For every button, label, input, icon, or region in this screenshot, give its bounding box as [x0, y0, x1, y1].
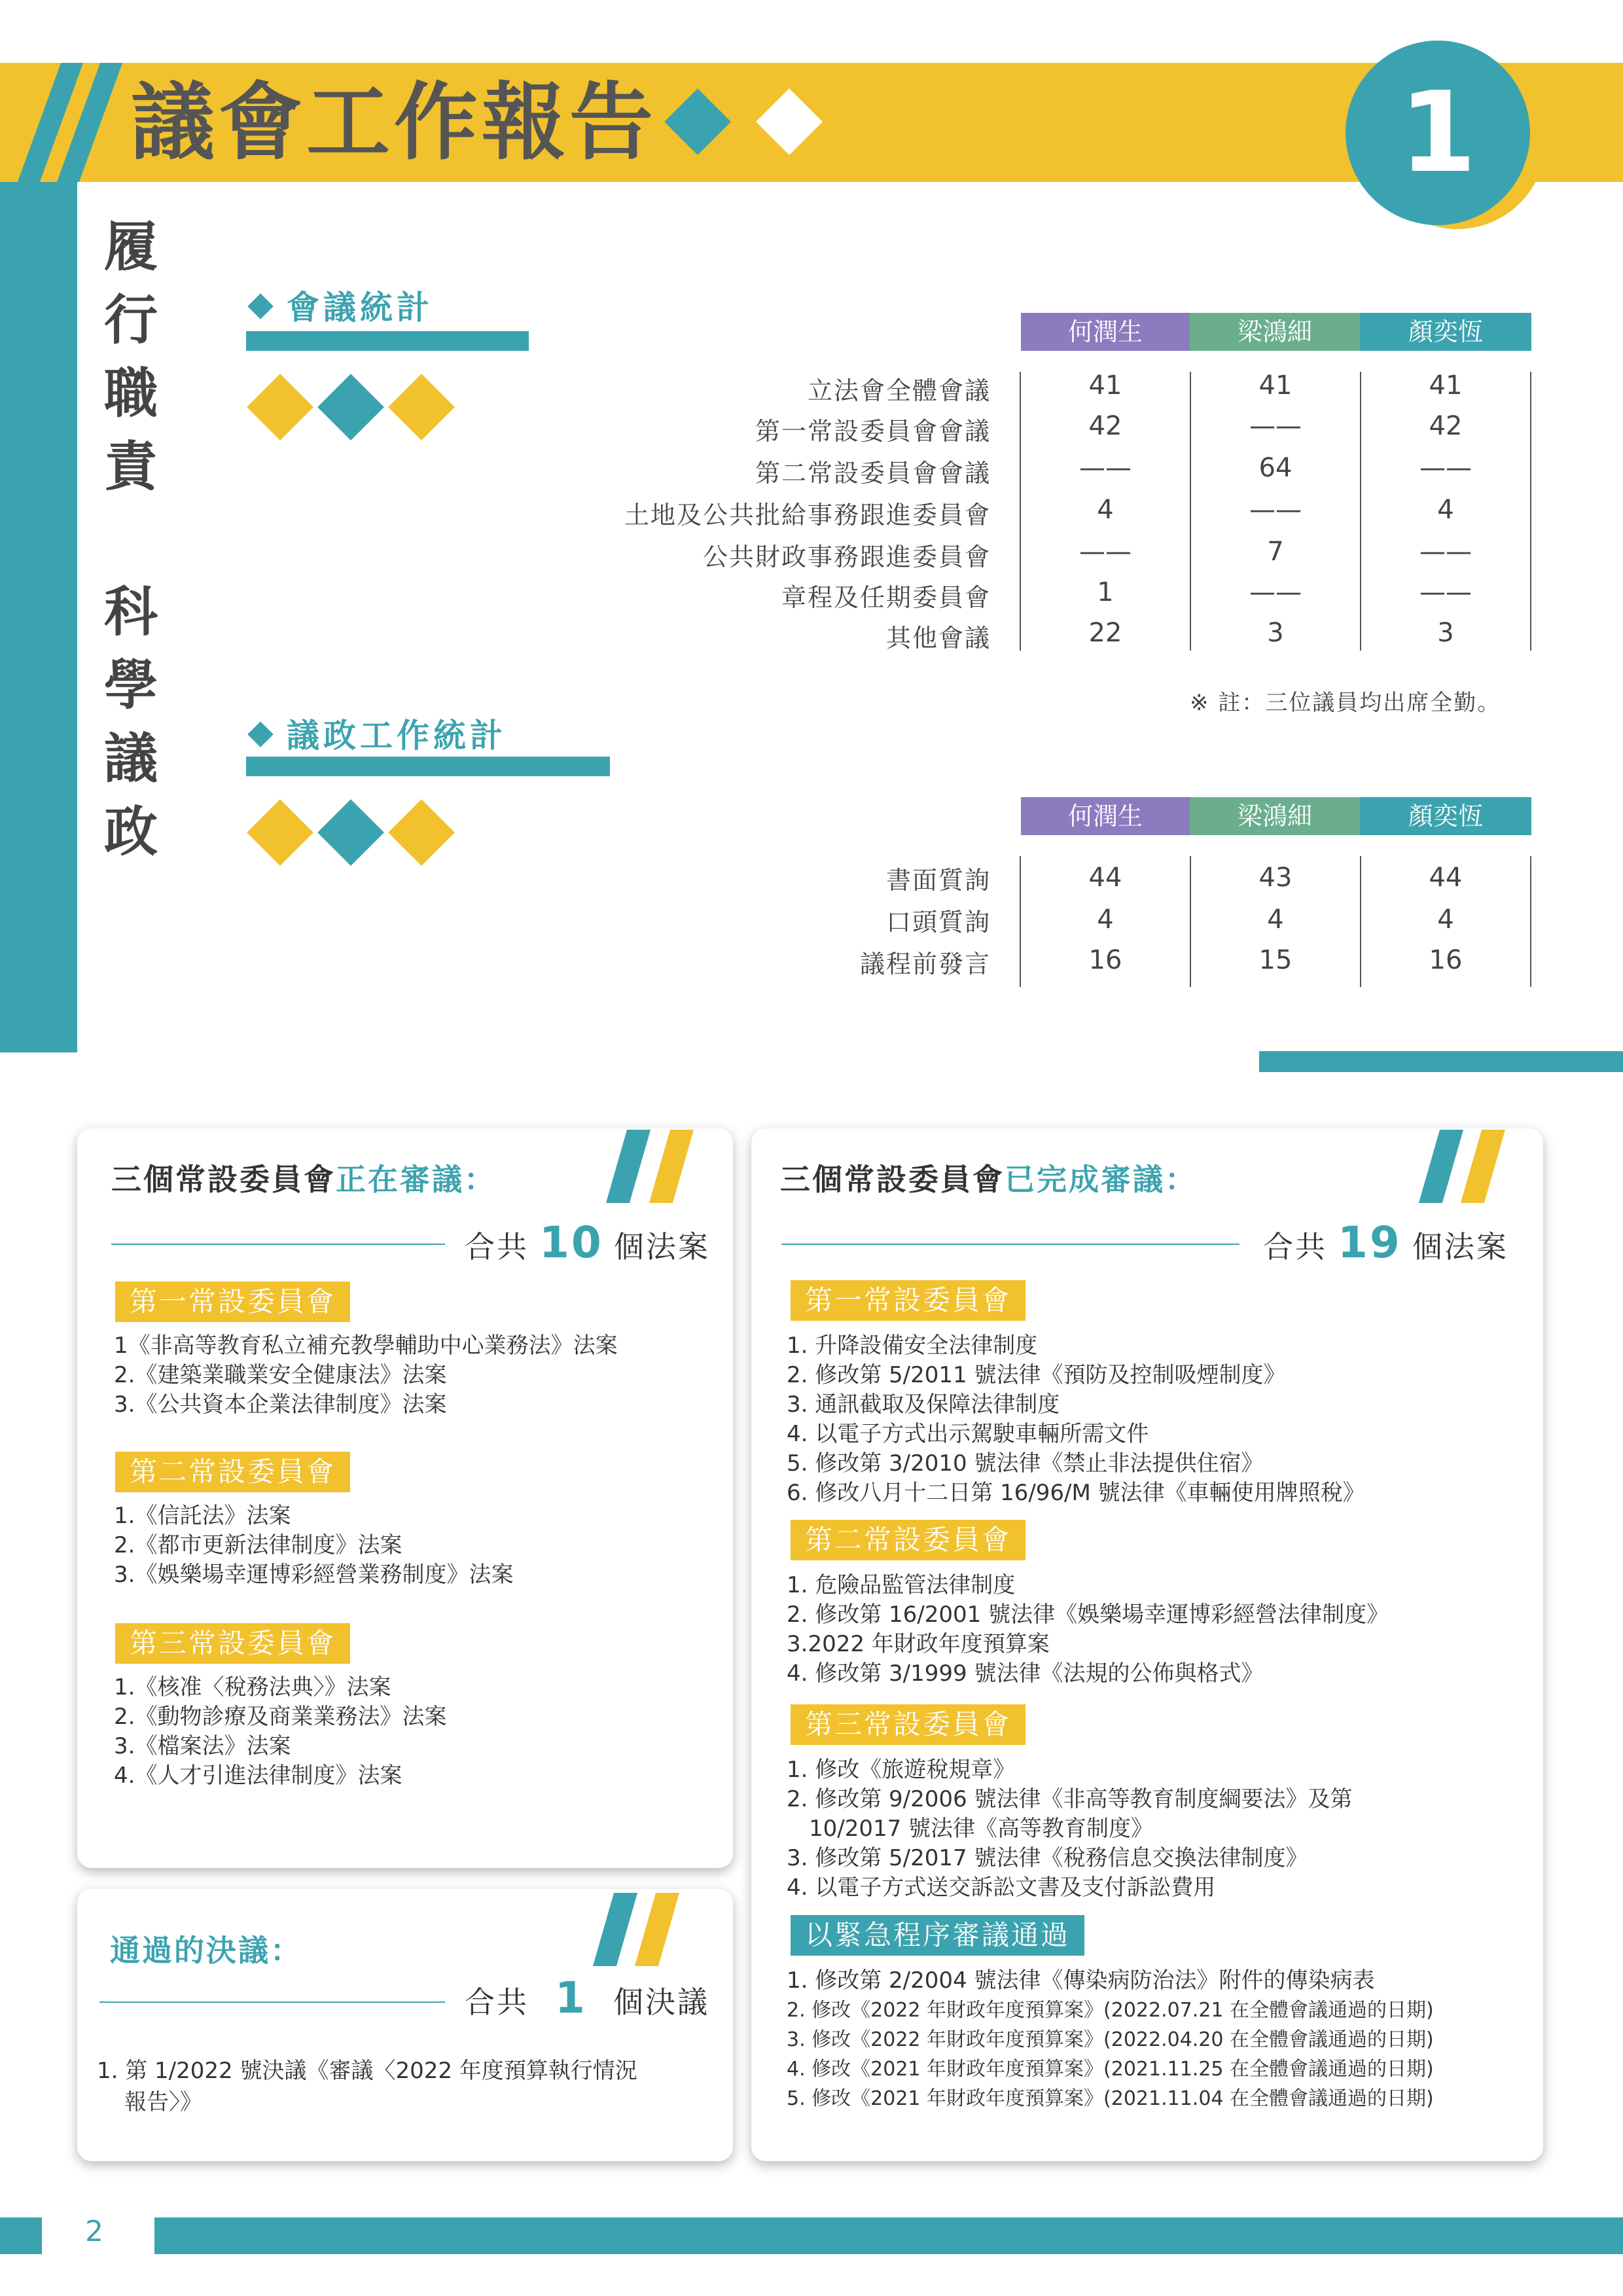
table-cell: 4: [1437, 905, 1454, 935]
diamond-icon: [247, 799, 313, 866]
footer-bar-left: [0, 2217, 42, 2254]
committee-tag: 第二常設委員會: [115, 1452, 350, 1492]
bill-list: [787, 1755, 1352, 1903]
reviewing-card: [77, 1128, 733, 1868]
page-number: 2: [85, 2215, 103, 2248]
diamond-icon: [388, 374, 455, 440]
committee-tag: 第三常設委員會: [791, 1704, 1026, 1745]
stripe-decoration: [1419, 1130, 1463, 1203]
list-item: 1. 升降設備安全法律制度: [787, 1333, 1038, 1359]
table-cell: 41: [1088, 370, 1122, 401]
list-item: 3. 修改第 5/2017 號法律《稅務信息交換法律制度》: [787, 1845, 1308, 1871]
table-cell: 44: [1088, 863, 1122, 893]
diamond-icon: [247, 374, 313, 440]
list-item: 2. 修改第 9/2006 號法律《非高等教育制度綱要法》及第: [787, 1786, 1353, 1812]
table-cell: 64: [1258, 453, 1293, 483]
political-col-header: 何潤生: [1021, 797, 1190, 835]
table-cell: 44: [1429, 863, 1463, 893]
list-item: 3. 修改《2022 年財政年度預算案》(2022.04.20 在全體會議通過的日期): [787, 2028, 1434, 2051]
list-item: 1. 第 1/2022 號決議《審議〈2022 年度預算執行情況: [97, 2058, 637, 2084]
footer-bar: [154, 2217, 1623, 2254]
sidebar-band: [0, 182, 77, 1052]
table-cell: ——: [1079, 453, 1132, 483]
list-item: 1. 修改《旅遊稅規章》: [787, 1757, 1016, 1783]
row-label: 章程及任期委員會: [781, 583, 991, 612]
completed-total: 合共 19 個法案: [1263, 1217, 1508, 1268]
row-label: 第一常設委員會會議: [755, 417, 991, 446]
political-section-title: 議政工作統計: [251, 709, 507, 757]
table-cell: 4: [1097, 495, 1114, 525]
stripe-decoration: [593, 1893, 637, 1966]
list-item: 2.《動物診療及商業業務法》法案: [114, 1704, 447, 1730]
diamond-icon: [317, 799, 384, 866]
row-label: 第二常設委員會會議: [755, 459, 991, 488]
list-item: 3.《檔案法》法案: [114, 1733, 291, 1759]
section-number: 1: [1399, 68, 1477, 198]
urgent-procedure-tag: 以緊急程序審議通過: [791, 1915, 1084, 1956]
meetings-col-header: 顏奕恆: [1360, 313, 1531, 351]
page-title: 議會工作報告: [131, 74, 658, 171]
list-item: 3.《公共資本企業法律制度》法案: [114, 1391, 447, 1418]
list-item: 1.《核准〈稅務法典〉》法案: [114, 1674, 391, 1700]
meetings-col-header: 何潤生: [1021, 313, 1190, 351]
table-cell: ——: [1249, 495, 1302, 525]
row-label: 書面質詢: [885, 866, 991, 895]
section-underline: [246, 331, 529, 351]
list-item: 報告〉》: [124, 2089, 202, 2115]
list-item: 5. 修改《2021 年財政年度預算案》(2021.11.04 在全體會議通過的日期): [787, 2087, 1434, 2110]
table-cell: 15: [1258, 945, 1293, 975]
committee-tag: 第一常設委員會: [791, 1280, 1026, 1321]
bill-list: [787, 1571, 1389, 1689]
list-item: 2.《建築業職業安全健康法》法案: [114, 1362, 447, 1388]
table-divider: [1530, 372, 1531, 651]
resolution-list: [97, 2055, 637, 2118]
row-label: 土地及公共批給事務跟進委員會: [624, 501, 991, 529]
reviewing-total: 合共 10 個法案: [465, 1217, 710, 1268]
meetings-section-title: 會議統計: [251, 281, 433, 329]
resolutions-total: 合共 1 個決議: [465, 1973, 709, 2023]
row-label: 議程前發言: [859, 950, 991, 978]
list-item: 1. 修改第 2/2004 號法律《傳染病防治法》附件的傳染病表: [787, 1967, 1375, 1994]
card-rule: [99, 2001, 445, 2003]
card-rule: [111, 1244, 445, 1245]
table-cell: ——: [1419, 537, 1472, 567]
table-cell: 42: [1088, 411, 1122, 441]
table-cell: 41: [1258, 370, 1293, 401]
bill-list: [114, 1331, 618, 1420]
stripe-decoration: [635, 1893, 679, 1966]
committee-tag: 第三常設委員會: [115, 1623, 350, 1664]
table-cell: ——: [1249, 411, 1302, 441]
table-cell: 1: [1097, 577, 1114, 607]
table-cell: 22: [1088, 618, 1122, 648]
stripe-decoration: [1461, 1130, 1505, 1203]
list-item: 6. 修改八月十二日第 16/96/M 號法律《車輛使用牌照稅》: [787, 1480, 1365, 1506]
table-cell: 4: [1437, 495, 1454, 525]
list-item: 4. 以電子方式送交訴訟文書及支付訴訟費用: [787, 1874, 1216, 1901]
resolutions-card: [77, 1889, 733, 2161]
section-underline: [246, 757, 610, 776]
stripe-decoration: [649, 1130, 694, 1203]
diamond-icon: [247, 721, 274, 747]
completed-card: [751, 1128, 1543, 2161]
list-item: 1.《信託法》法案: [114, 1503, 291, 1529]
bill-list: [114, 1501, 513, 1590]
political-col-header: 顏奕恆: [1360, 797, 1531, 835]
list-item: 4. 修改第 3/1999 號法律《法規的公佈與格式》: [787, 1660, 1264, 1687]
table-cell: 4: [1267, 905, 1284, 935]
diamond-icon: [317, 374, 384, 440]
list-item: 3.2022 年財政年度預算案: [787, 1631, 1050, 1657]
list-item: 2.《都市更新法律制度》法案: [114, 1532, 402, 1558]
meetings-col-header: 梁鴻細: [1190, 313, 1360, 351]
table-cell: 3: [1267, 618, 1284, 648]
list-item: 1. 危險品監管法律制度: [787, 1572, 1016, 1598]
table-cell: 42: [1429, 411, 1463, 441]
diamond-icon: [388, 799, 455, 866]
stripe-decoration: [606, 1130, 651, 1203]
card-rule: [781, 1244, 1240, 1245]
side-title-top: 履 行 職 責: [103, 216, 158, 498]
table-cell: 7: [1267, 537, 1284, 567]
list-item: 3.《娛樂場幸運博彩經營業務制度》法案: [114, 1562, 514, 1588]
bill-list: [787, 1331, 1365, 1508]
table-cell: 16: [1088, 945, 1122, 975]
list-item: 10/2017 號法律《高等教育制度》: [787, 1816, 1154, 1842]
list-item: 4.《人才引進法律制度》法案: [114, 1763, 402, 1789]
committee-tag: 第一常設委員會: [115, 1282, 350, 1322]
row-label: 口頭質詢: [885, 908, 991, 937]
attendance-note: ※ 註：三位議員均出席全勤。: [1190, 690, 1501, 716]
table-cell: 3: [1437, 618, 1454, 648]
table-cell: 43: [1258, 863, 1293, 893]
list-item: 4. 以電子方式出示駕駛車輛所需文件: [787, 1421, 1149, 1447]
table-cell: 4: [1097, 905, 1114, 935]
row-label: 立法會全體會議: [807, 376, 991, 405]
row-label: 其他會議: [885, 624, 991, 653]
table-divider: [1530, 856, 1531, 987]
list-item: 5. 修改第 3/2010 號法律《禁止非法提供住宿》: [787, 1450, 1264, 1477]
table-cell: 16: [1429, 945, 1463, 975]
reviewing-title: 三個常設委員會正在審議：: [111, 1162, 496, 1197]
table-cell: ——: [1079, 537, 1132, 567]
completed-title: 三個常設委員會已完成審議：: [780, 1162, 1197, 1197]
committee-tag: 第二常設委員會: [791, 1520, 1026, 1560]
list-item: 2. 修改第 16/2001 號法律《娛樂場幸運博彩經營法律制度》: [787, 1602, 1389, 1628]
resolutions-title: 通過的決議：: [110, 1933, 302, 1968]
table-cell: ——: [1419, 577, 1472, 607]
list-item: 1《非高等教育私立補充教學輔助中心業務法》法案: [114, 1333, 618, 1359]
bill-list: [114, 1673, 446, 1791]
table-cell: ——: [1419, 453, 1472, 483]
list-item: 2. 修改《2022 年財政年度預算案》(2022.07.21 在全體會議通過的日期): [787, 1999, 1434, 2022]
row-label: 公共財政事務跟進委員會: [702, 543, 991, 571]
diamond-icon: [247, 293, 274, 319]
table-cell: 41: [1429, 370, 1463, 401]
list-item: 3. 通訊截取及保障法律制度: [787, 1391, 1060, 1418]
table-cell: ——: [1249, 577, 1302, 607]
list-item: 4. 修改《2021 年財政年度預算案》(2021.11.25 在全體會議通過的日期): [787, 2058, 1434, 2081]
divider-bar: [1259, 1051, 1623, 1072]
urgent-bill-list: [787, 1966, 1434, 2113]
political-col-header: 梁鴻細: [1190, 797, 1360, 835]
list-item: 2. 修改第 5/2011 號法律《預防及控制吸煙制度》: [787, 1362, 1286, 1388]
side-title-bottom: 科 學 議 政: [103, 581, 158, 863]
